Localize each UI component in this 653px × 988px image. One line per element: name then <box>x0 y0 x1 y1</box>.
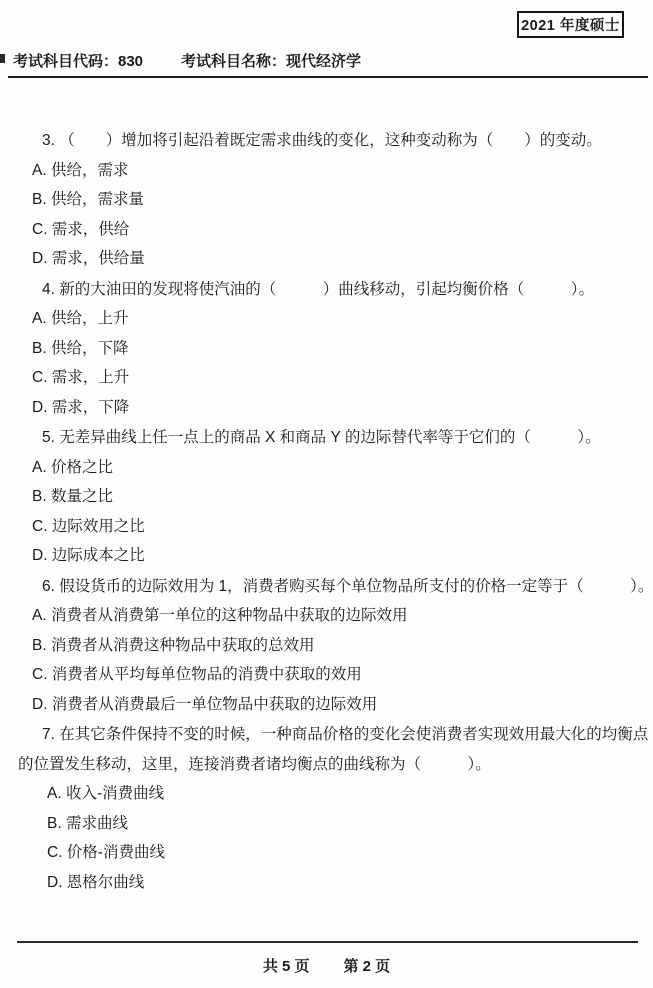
question-7-option-d: D. 恩格尔曲线 <box>47 873 145 891</box>
question-4-text: 4. 新的大油田的发现将使汽油的（ ）曲线移动，引起均衡价格（ ）。 <box>42 280 594 298</box>
question-5-option-c: C. 边际效用之比 <box>32 517 145 535</box>
question-5-option-b: B. 数量之比 <box>32 488 113 505</box>
subject-name-label: 考试科目名称：现代经济学 <box>181 53 362 70</box>
total-pages-label: 共 5 页 <box>262 958 310 975</box>
question-4-option-b: B. 供给，下降 <box>32 339 129 357</box>
question-7-text-line-1: 7. 在其它条件保持不变的时候，一种商品价格的变化会使消费者实现效用最大化的均衡点 <box>42 726 649 743</box>
question-6-option-c: C. 消费者从平均每单位物品的消费中获取的效用 <box>32 666 362 683</box>
question-3-option-d: D. 需求，供给量 <box>32 250 145 267</box>
question-4 <box>18 275 638 423</box>
question-3-text: 3. （ ）增加将引起沿着既定需求曲线的变化，这种变动称为（ ）的变动。 <box>42 132 602 149</box>
question-7-text-line-2: 的位置发生移动，这里，连接消费者诸均衡点的曲线称为（ ）。 <box>18 755 491 773</box>
question-3 <box>18 126 638 274</box>
footer-divider <box>17 941 638 943</box>
question-4-option-c: C. 需求，上升 <box>32 369 130 386</box>
question-list <box>18 126 653 898</box>
question-7-option-b: B. 需求曲线 <box>47 814 128 832</box>
question-3-option-b: B. 供给，需求量 <box>32 191 144 208</box>
page-footer <box>0 955 653 976</box>
subject-code-label: 考试科目代码：830 <box>13 53 144 70</box>
header-divider <box>8 76 648 78</box>
question-7-option-c: C. 价格-消费曲线 <box>47 844 165 861</box>
question-3-option-a: A. 供给，需求 <box>32 161 129 179</box>
question-6-text: 6. 假设货币的边际效用为 1，消费者购买每个单位物品所支付的价格一定等于（ ）。 <box>42 577 653 595</box>
question-6-option-a: A. 消费者从消费第一单位的这种物品中获取的边际效用 <box>32 607 408 624</box>
question-5-option-d: D. 边际成本之比 <box>32 547 145 564</box>
question-5-text: 5. 无差异曲线上任一点上的商品 X 和商品 Y 的边际替代率等于它们的（ ）。 <box>42 429 601 446</box>
scan-artifact-mark <box>0 54 5 63</box>
question-6-option-b: B. 消费者从消费这种物品中获取的总效用 <box>32 636 315 654</box>
question-4-option-a: A. 供给，上升 <box>32 310 129 327</box>
exam-header <box>13 50 361 71</box>
question-5 <box>18 423 638 571</box>
year-badge <box>517 11 624 38</box>
current-page-label: 第 2 页 <box>343 958 391 975</box>
question-6-option-d: D. 消费者从消费最后一单位物品中获取的边际效用 <box>32 695 378 713</box>
question-4-option-d: D. 需求，下降 <box>32 398 130 416</box>
question-7-option-a: A. 收入-消费曲线 <box>47 785 165 802</box>
question-3-option-c: C. 需求，供给 <box>32 220 130 238</box>
year-badge-label: 2021 年度硕士 <box>521 18 620 34</box>
question-6 <box>18 572 653 720</box>
question-7 <box>18 720 649 897</box>
question-5-option-a: A. 价格之比 <box>32 458 113 476</box>
